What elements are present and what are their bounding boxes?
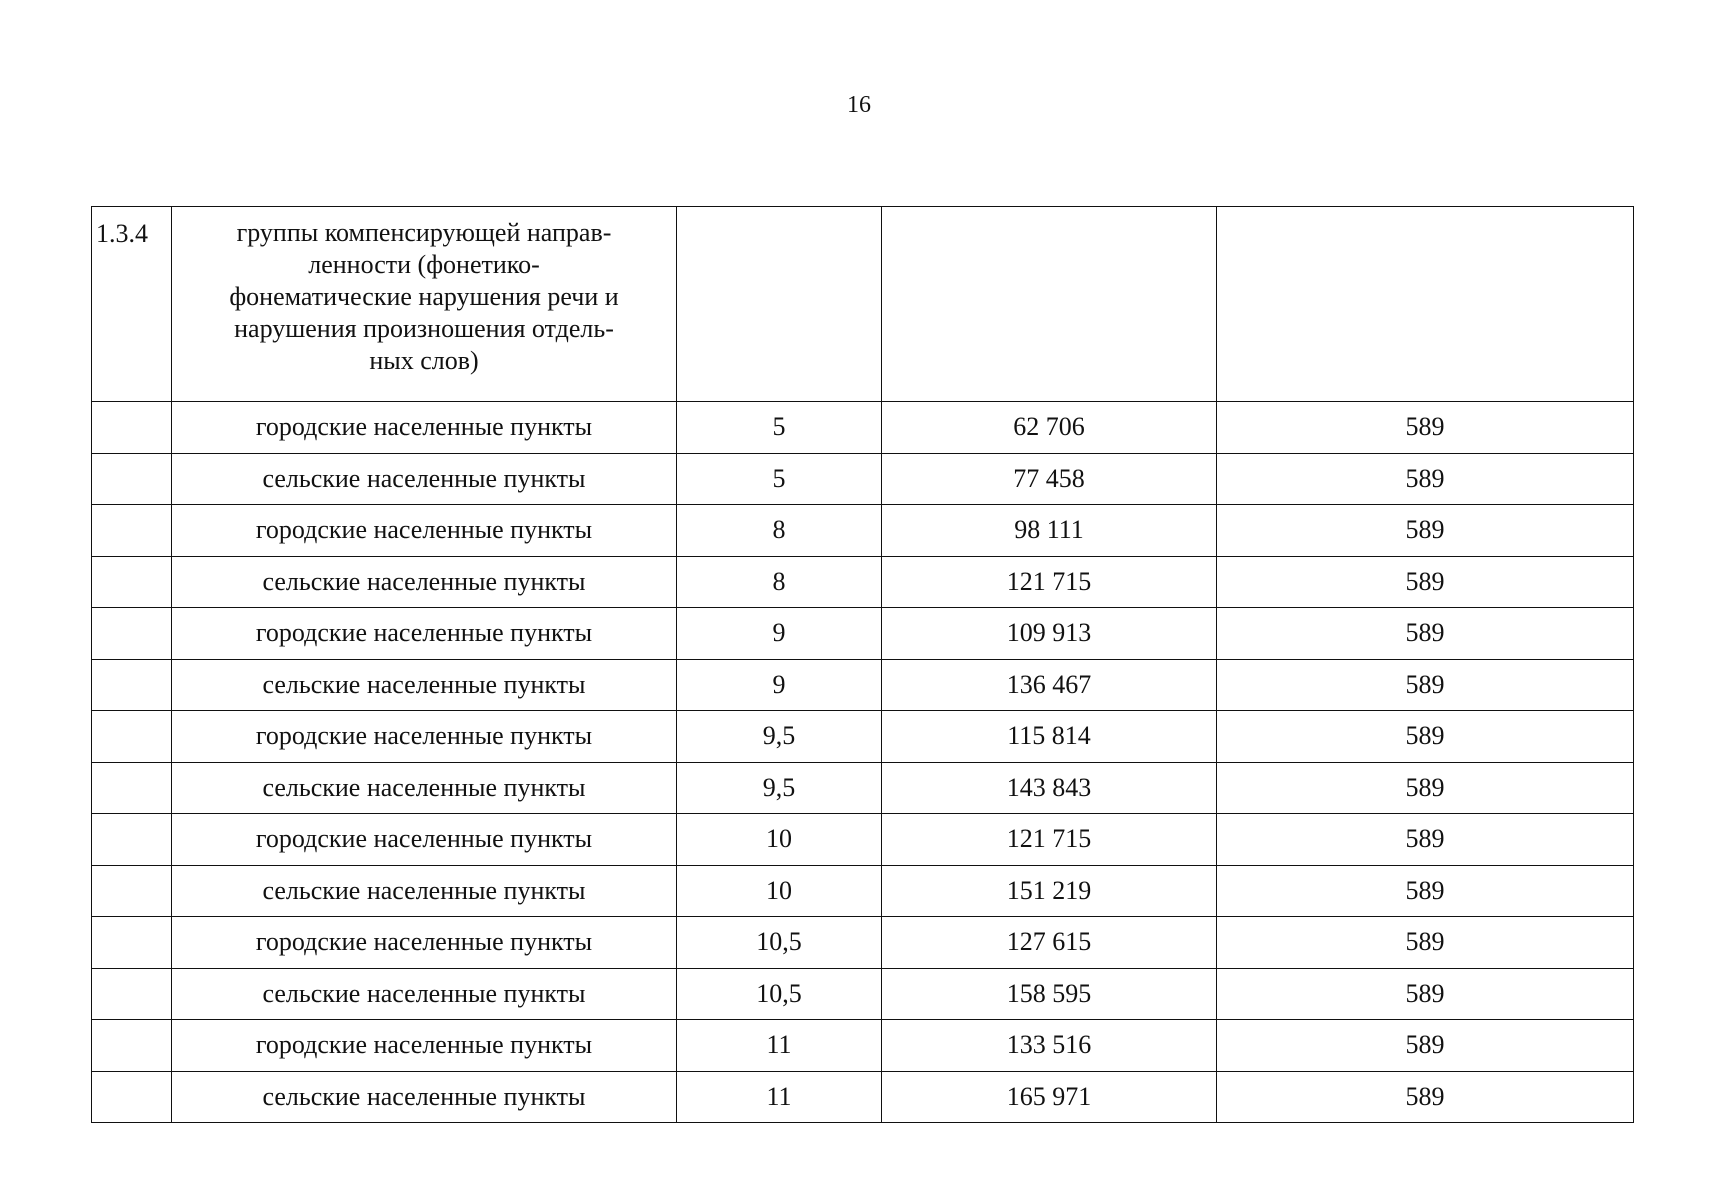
value-c-cell: 589 — [1217, 968, 1634, 1020]
row-number-cell — [92, 608, 172, 660]
value-b-cell: 121 715 — [882, 814, 1217, 866]
table-row — [92, 917, 1634, 969]
row-number-cell — [92, 1020, 172, 1072]
settlement-type-cell: городские населенные пункты — [172, 608, 677, 660]
row-number-cell — [92, 1071, 172, 1123]
table-row — [92, 556, 1634, 608]
table-row — [92, 762, 1634, 814]
value-b-cell: 165 971 — [882, 1071, 1217, 1123]
row-number-cell — [92, 556, 172, 608]
value-a-cell: 10,5 — [677, 917, 882, 969]
value-c-cell: 589 — [1217, 453, 1634, 505]
page-number: 16 — [847, 92, 871, 118]
value-a-cell: 9 — [677, 659, 882, 711]
row-number-cell — [92, 865, 172, 917]
value-b-cell: 133 516 — [882, 1020, 1217, 1072]
value-a-cell: 10 — [677, 865, 882, 917]
settlement-type-cell: городские населенные пункты — [172, 402, 677, 454]
settlement-type-cell: сельские населенные пункты — [172, 453, 677, 505]
section-title-line: фонематические нарушения речи и — [229, 282, 619, 311]
section-title-line: группы компенсирующей направ- — [236, 218, 612, 247]
row-number-cell — [92, 402, 172, 454]
value-a-cell: 11 — [677, 1020, 882, 1072]
settlement-type-cell: сельские населенные пункты — [172, 865, 677, 917]
table-section-header-row — [92, 207, 1634, 402]
value-b-cell: 151 219 — [882, 865, 1217, 917]
value-a-cell: 8 — [677, 556, 882, 608]
value-b-cell: 136 467 — [882, 659, 1217, 711]
value-c-cell: 589 — [1217, 505, 1634, 557]
settlement-type-cell: городские населенные пункты — [172, 505, 677, 557]
value-c-cell: 589 — [1217, 608, 1634, 660]
row-number-cell — [92, 762, 172, 814]
value-a-cell: 8 — [677, 505, 882, 557]
value-a-cell: 10 — [677, 814, 882, 866]
value-b-cell: 98 111 — [882, 505, 1217, 557]
section-title-cell — [172, 207, 677, 402]
empty-cell — [677, 207, 882, 402]
row-number-cell — [92, 505, 172, 557]
value-b-cell: 77 458 — [882, 453, 1217, 505]
value-a-cell: 5 — [677, 402, 882, 454]
value-c-cell: 589 — [1217, 659, 1634, 711]
value-c-cell: 589 — [1217, 762, 1634, 814]
value-a-cell: 9,5 — [677, 762, 882, 814]
row-number-cell — [92, 968, 172, 1020]
tariff-table — [91, 206, 1634, 1123]
value-c-cell: 589 — [1217, 556, 1634, 608]
settlement-type-cell: городские населенные пункты — [172, 917, 677, 969]
value-b-cell: 109 913 — [882, 608, 1217, 660]
empty-cell — [882, 207, 1217, 402]
settlement-type-cell: сельские населенные пункты — [172, 556, 677, 608]
settlement-type-cell: городские населенные пункты — [172, 711, 677, 763]
table-row — [92, 505, 1634, 557]
row-number-cell — [92, 659, 172, 711]
value-c-cell: 589 — [1217, 865, 1634, 917]
value-a-cell: 11 — [677, 1071, 882, 1123]
section-number-cell: 1.3.4 — [92, 207, 172, 402]
value-b-cell: 62 706 — [882, 402, 1217, 454]
section-title-line: нарушения произношения отдель- — [234, 314, 614, 343]
value-a-cell: 9 — [677, 608, 882, 660]
section-title-line: ных слов) — [369, 346, 479, 375]
table-row — [92, 402, 1634, 454]
row-number-cell — [92, 814, 172, 866]
table-row — [92, 968, 1634, 1020]
settlement-type-cell: сельские населенные пункты — [172, 1071, 677, 1123]
table-row — [92, 608, 1634, 660]
section-title-line: ленности (фонетико- — [308, 250, 540, 279]
value-a-cell: 9,5 — [677, 711, 882, 763]
empty-cell — [1217, 207, 1634, 402]
table-row — [92, 711, 1634, 763]
table-body — [92, 207, 1634, 1123]
value-b-cell: 158 595 — [882, 968, 1217, 1020]
value-b-cell: 121 715 — [882, 556, 1217, 608]
value-b-cell: 143 843 — [882, 762, 1217, 814]
row-number-cell — [92, 917, 172, 969]
settlement-type-cell: городские населенные пункты — [172, 1020, 677, 1072]
settlement-type-cell: городские населенные пункты — [172, 814, 677, 866]
table-row — [92, 1020, 1634, 1072]
value-c-cell: 589 — [1217, 917, 1634, 969]
table-row — [92, 453, 1634, 505]
value-c-cell: 589 — [1217, 1020, 1634, 1072]
value-c-cell: 589 — [1217, 711, 1634, 763]
settlement-type-cell: сельские населенные пункты — [172, 659, 677, 711]
value-b-cell: 127 615 — [882, 917, 1217, 969]
table-row — [92, 659, 1634, 711]
value-c-cell: 589 — [1217, 402, 1634, 454]
settlement-type-cell: сельские населенные пункты — [172, 762, 677, 814]
value-c-cell: 589 — [1217, 1071, 1634, 1123]
table-row — [92, 865, 1634, 917]
table-row — [92, 1071, 1634, 1123]
value-a-cell: 5 — [677, 453, 882, 505]
table-row — [92, 814, 1634, 866]
value-a-cell: 10,5 — [677, 968, 882, 1020]
settlement-type-cell: сельские населенные пункты — [172, 968, 677, 1020]
value-b-cell: 115 814 — [882, 711, 1217, 763]
row-number-cell — [92, 453, 172, 505]
row-number-cell — [92, 711, 172, 763]
value-c-cell: 589 — [1217, 814, 1634, 866]
